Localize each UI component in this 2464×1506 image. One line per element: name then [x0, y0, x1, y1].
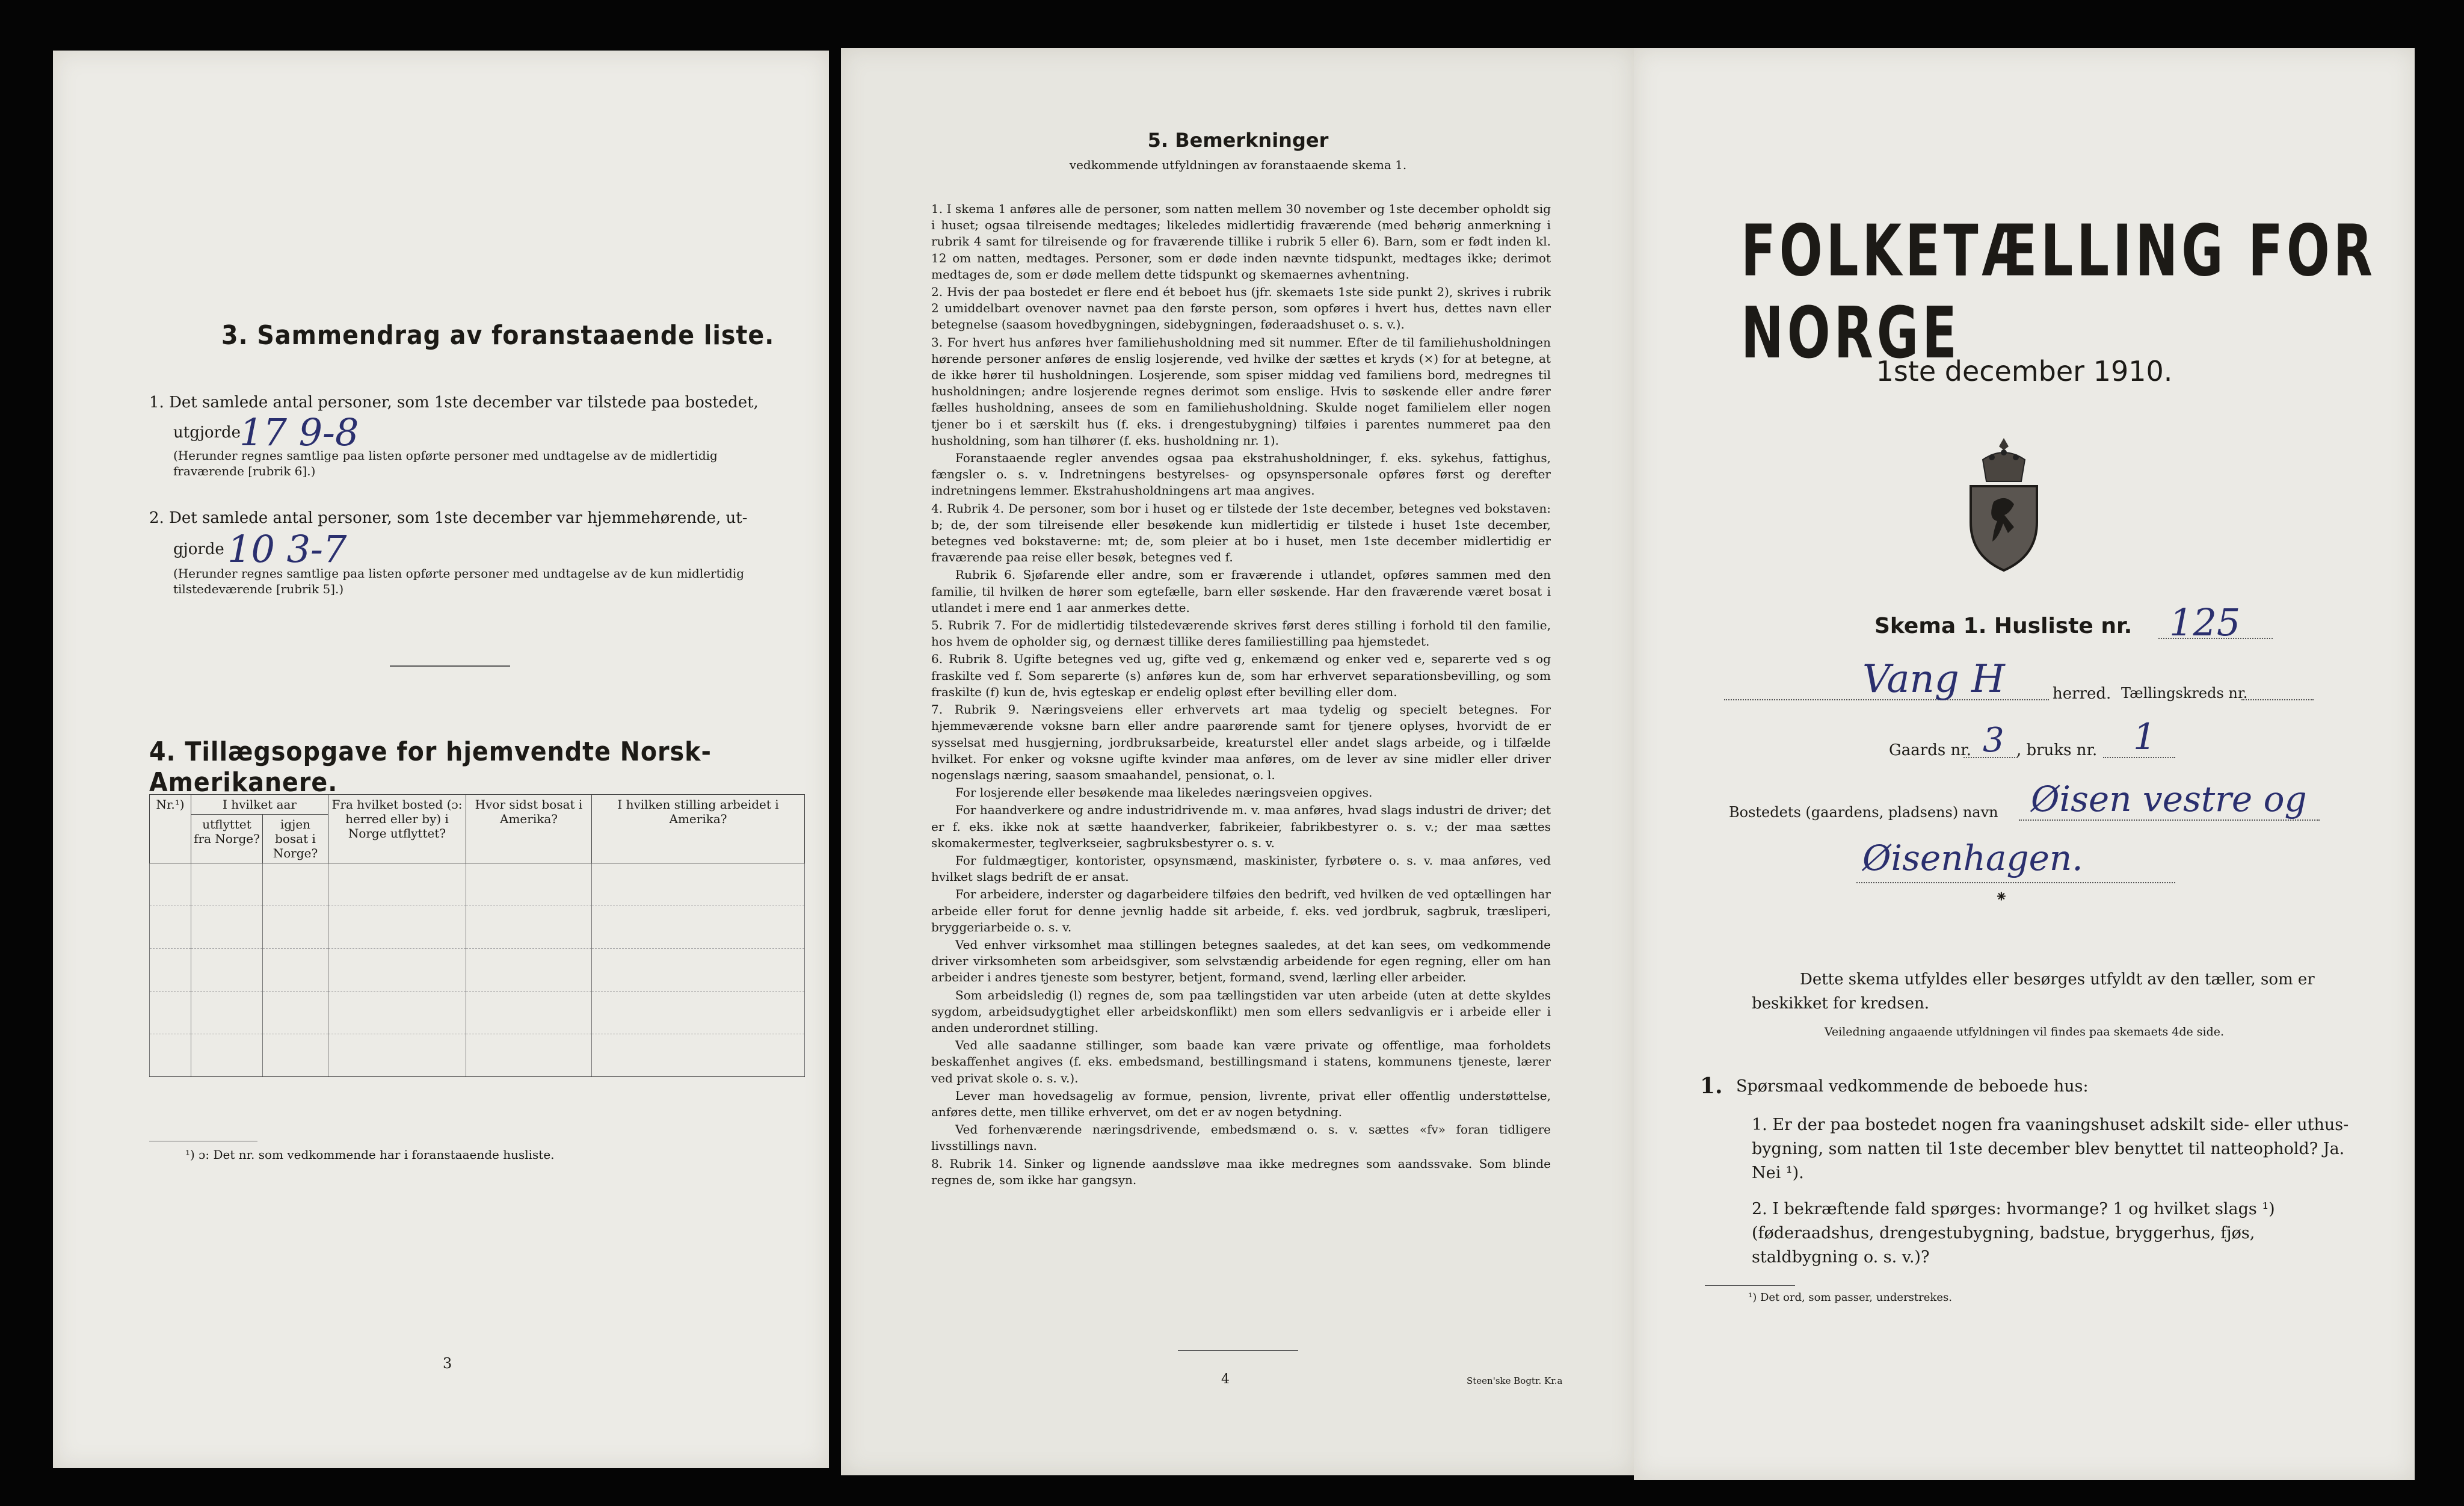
paragraph: Ved forhenværende næringsdrivende, embedsmænd o. s. v. sættes «fv» foran tidligere livsstillings navn.	[931, 1122, 1551, 1153]
census-date: 1ste december 1910.	[1876, 355, 2173, 387]
item1-value: 17 9-8	[239, 410, 359, 454]
page-number: 3	[443, 1355, 452, 1372]
item2-value: 10 3-7	[227, 527, 347, 571]
col-utflyttet: utflyttet fra Norge?	[191, 815, 263, 863]
bosted-line-2	[1856, 882, 2175, 883]
item2-text: 2. Det samlede antal personer, som 1ste december var hjemmehørende, ut-	[149, 509, 748, 527]
table-row	[150, 906, 805, 949]
footnote: ¹) ɔ: Det nr. som vedkommende har i foranstaaende husliste.	[185, 1147, 555, 1162]
col-nr: Nr.¹)	[150, 795, 191, 863]
col-bosat: igjen bosat i Norge?	[263, 815, 328, 863]
bosted-line-1	[2019, 819, 2320, 821]
paragraph: Lever man hovedsagelig av formue, pension, livrente, privat eller offentlig understøttelse, anføres dette, men tillike erhvervet, om det er av nogen betydning.	[931, 1088, 1551, 1119]
paragraph: 4. Rubrik 4. De personer, som bor i huset og er tilstede der 1ste december, betegnes ved bokstaven: b; de, der som tilreisende eller besøkende kun midlertidig er tilstede i huset 1ste december, betegnes ved bokstaverne: mt; de, som pleier at bo i huset, men 1ste december midlertidig er fraværende paa reise eller besøk, betegnes ved f.	[931, 501, 1551, 565]
printer-mark: Steen'ske Bogtr. Kr.a	[1467, 1375, 1563, 1386]
paragraph: Rubrik 6. Sjøfarende eller andre, som er fraværende i utlandet, opføres sammen med den familie, til hvilken de hører som egtefælle, barn eller søskende. Har den fraværende været bosat i utlandet i mere end 1 aar anmerkes dette.	[931, 567, 1551, 615]
instruction: Dette skema utfyldes eller besørges utfyldt av den tæller, som er beskikket for kredsen.	[1752, 971, 2315, 1013]
table-row	[150, 863, 805, 906]
bosted-value-1[interactable]: Øisen vestre og	[2031, 779, 2307, 819]
paragraph: For fuldmægtiger, kontorister, opsynsmænd, maskinister, fyrbøtere o. s. v. maa anføres, ved hvilket slags bedrift de er ansat.	[931, 853, 1551, 884]
paragraph: For arbeidere, inderster og dagarbeidere tilføies den bedrift, ved hvilken de ved optællingen har arbeide eller forut for denne jevnlig hadde sit arbeide, f. eks. ved jordbruk, sagbruk, træsliperi, bryggeriarbeide o. s. v.	[931, 887, 1551, 934]
divider	[1178, 1350, 1298, 1351]
paragraph: Ved enhver virksomhet maa stillingen betegnes saaledes, at det kan sees, om vedkommende driver virksomheten som arbeidsgiver, som selvstændig arbeidende for egen regning, eller om han arbeider i andres tjeneste som bestyrer, betjent, formand, svend, lærling eller arbeider.	[931, 937, 1551, 985]
instruction-small: Veiledning angaaende utfyldningen vil findes paa skemaets 4de side.	[1824, 1025, 2225, 1038]
paragraph: 1. I skema 1 anføres alle de personer, som natten mellem 30 november og 1ste december opholdt sig i huset; ogsaa tilreisende medtages; likeledes midlertidig fraværende (med behørig anmerkning i rubrik 4 samt for tilreisende og for fraværende tillike i rubrik 5 eller 6). Barn, som er født inden kl. 12 om natten, medtages. Personer, som er døde inden nævnte tidspunkt, medtages ikke; derimot medtages de, som er døde mellem dette tidspunkt og skemaernes avhentning.	[931, 202, 1551, 282]
norsk-amerikanere-table	[149, 794, 805, 1077]
herred-label: herred.	[2053, 685, 2111, 703]
bosted-value-2[interactable]: Øisenhagen.	[1862, 838, 2083, 878]
ornament-icon: ⁕	[1995, 888, 2008, 906]
paragraph: 3. For hvert hus anføres hver familiehusholdning med sit nummer. Efter de til familiehusholdningen hørende personer anføres de enslig losjerende, ved hvilke der sættes et kryds (×) for at betegne, at de ikke hører til husholdningen. Losjerende, som spiser middag ved familiens bord, medregnes til husholdningen; andre losjerende regnes derimot som enslige. Hvis to søskende eller andre fører fælles husholdning, ansees de som en familiehusholdning. Skulde noget familielem eller nogen tjener bo i et særskilt hus (f. eks. i drengestubygning) tilføies i parentes nummeret paa den husholdning, som han tilhører (f. eks. husholdning nr. 1).	[931, 335, 1551, 448]
bemerkninger-subtitle: vedkommende utfyldningen av foranstaaende skema 1.	[1069, 158, 1407, 172]
page-3	[53, 51, 829, 1468]
main-title: FOLKETÆLLING FOR NORGE	[1741, 211, 2376, 375]
bosted-label: Bostedets (gaardens, pladsens) navn	[1729, 804, 1998, 821]
item1-text: 1. Det samlede antal personer, som 1ste december var tilstede paa bostedet,	[149, 393, 759, 412]
paragraph: For haandverkere og andre industridrivende m. v. maa anføres, hvad slags industri de driver; det er f. eks. ikke nok at sætte haandverker, fabrikeier, fabrikbestyrer o. s. v.; der maa sættes skomakermester, teglverkseier, sagbruksbestyrer o. s. v.	[931, 803, 1551, 850]
paragraph: 2. Hvis der paa bostedet er flere end ét beboet hus (jfr. skemaets 1ste side punkt 2), skrives i rubrik 2 umiddelbart ovenover navnet paa den første person, som opføres i hvert hus, dettes navn eller betegnelse (saasom hovedbygningen, sidebygningen, føderaadshuset o. s. v.).	[931, 285, 1551, 332]
item2-note: (Herunder regnes samtlige paa listen opførte personer med undtagelse av de kun midlertidig tilstedeværende [rubrik 5].)	[173, 566, 745, 596]
table-row	[150, 1034, 805, 1077]
section3-title: 3. Sammendrag av foranstaaende liste.	[221, 320, 775, 351]
question-1: 1. Er der paa bostedet nogen fra vaaningshuset adskilt side- eller uthus-bygning, som natten til 1ste december blev benyttet til natteophold? Ja. Nei ¹).	[1752, 1116, 2349, 1182]
paragraph: For losjerende eller besøkende maa likeledes næringsveien opgives.	[955, 785, 1373, 800]
paragraph: Ved alle saadanne stillinger, som baade kan være private og offentlige, maa forholdets beskaffenhet angives (f. eks. embedsmand, bestillingsmand i statens, kommunens tjeneste, lærer ved privat skole o. s. v.).	[931, 1038, 1551, 1085]
item2-utgjorde: gjorde	[173, 540, 224, 558]
bemerkninger-title: 5. Bemerkninger	[1147, 129, 1329, 152]
item1-note: (Herunder regnes samtlige paa listen opførte personer med undtagelse av de midlertidig fraværende [rubrik 6].)	[173, 448, 718, 478]
page-1	[1634, 48, 2415, 1480]
col-year-group: I hvilket aar	[191, 795, 328, 815]
norway-coat-of-arms-icon	[1959, 436, 2049, 574]
q-header: Spørsmaal vedkommende de beboede hus:	[1736, 1077, 2089, 1096]
footnote-rule	[1705, 1285, 1795, 1286]
page-number: 4	[1221, 1372, 1230, 1387]
table-row	[150, 992, 805, 1034]
bruks-label: , bruks nr.	[2016, 741, 2098, 759]
table-row	[150, 949, 805, 992]
paragraph: 7. Rubrik 9. Næringsveiens eller erhvervets art maa tydelig og specielt betegnes. For hjemmeværende voksne barn eller andre paarørende samt for tjenere oplyses, hvorvidt de er sysselsat med husgjerning, jordbruksarbeide, kreaturstel eller andet slags arbeide, og i tilfælde hvilket. For enker og voksne ugifte kvinder maa anføres, om de lever av sine midler eller driver nogenslags næring, saasom smaahandel, pensionat, o. l.	[931, 702, 1551, 782]
paragraph: Som arbeidsledig (l) regnes de, som paa tællingstiden var uten arbeide (uten at dette skyldes sygdom, arbeidsudygtighet eller arbeidskonflikt) men som ellers sedvanligvis er i arbeide eller i anden underordnet stilling.	[931, 987, 1551, 1035]
section4-title: 4. Tillægsopgave for hjemvendte Norsk-Amerikanere.	[149, 736, 712, 798]
gaards-value[interactable]: 3	[1983, 721, 2004, 760]
paragraph: 6. Rubrik 8. Ugifte betegnes ved ug, gifte ved g, enkemænd og enker ved e, separerte ved s og fraskilte ved f. Som separerte (s) anføres kun de, som har erhvervet separationsbevilling, og som fraskilte (f) kun de, hvis egteskap er endelig opløst efter bevilling eller dom.	[931, 652, 1551, 699]
paragraph: 5. Rubrik 7. For de midlertidig tilstedeværende skrives først deres stilling i forhold til den familie, hos hvem de opholder sig, og dernæst tillike deres familiestilling paa hjemstedet.	[931, 618, 1551, 649]
kreds-label: Tællingskreds nr.	[2121, 685, 2248, 702]
footnote: ¹) Det ord, som passer, understrekes.	[1748, 1291, 1952, 1304]
paragraph: Foranstaaende regler anvendes ogsaa paa ekstrahusholdninger, f. eks. sykehus, fattighus, fængsler o. s. v. Indretningens bestyrelses- og opsynspersonale opføres først og derefter indretningens lemmer. Ekstrahusholdningens art maa angives.	[931, 451, 1551, 498]
question-2: 2. I bekræftende fald spørges: hvormange? 1 og hvilket slags ¹) (føderaadshus, drengestubygning, badstue, bryggerhus, fjøs, staldbygning o. s. v.)?	[1752, 1200, 2275, 1267]
bemerkninger-body	[931, 201, 1551, 1190]
col-fra-hvilket: Fra hvilket bosted (ɔ: herred eller by) i Norge utflyttet?	[328, 795, 466, 863]
paragraph: 8. Rubrik 14. Sinker og lignende aandssløve maa ikke medregnes som aandssvake. Som blinde regnes de, som ikke har gangsyn.	[931, 1156, 1551, 1187]
gaards-label: Gaards nr.	[1889, 741, 1972, 759]
herred-value[interactable]: Vang H	[1862, 657, 2005, 702]
page-4	[841, 48, 1635, 1475]
bruks-value[interactable]: 1	[2133, 716, 2157, 758]
divider	[390, 665, 510, 667]
skema-label: Skema 1. Husliste nr.	[1874, 614, 2133, 638]
col-stilling: I hvilken stilling arbeidet i Amerika?	[592, 795, 805, 863]
col-hvor-sidst: Hvor sidst bosat i Amerika?	[466, 795, 592, 863]
husliste-nr[interactable]: 125	[2169, 600, 2241, 644]
kreds-line	[2241, 699, 2314, 700]
item1-utgjorde: utgjorde	[173, 424, 241, 442]
section-1-number: 1.	[1700, 1073, 1723, 1099]
